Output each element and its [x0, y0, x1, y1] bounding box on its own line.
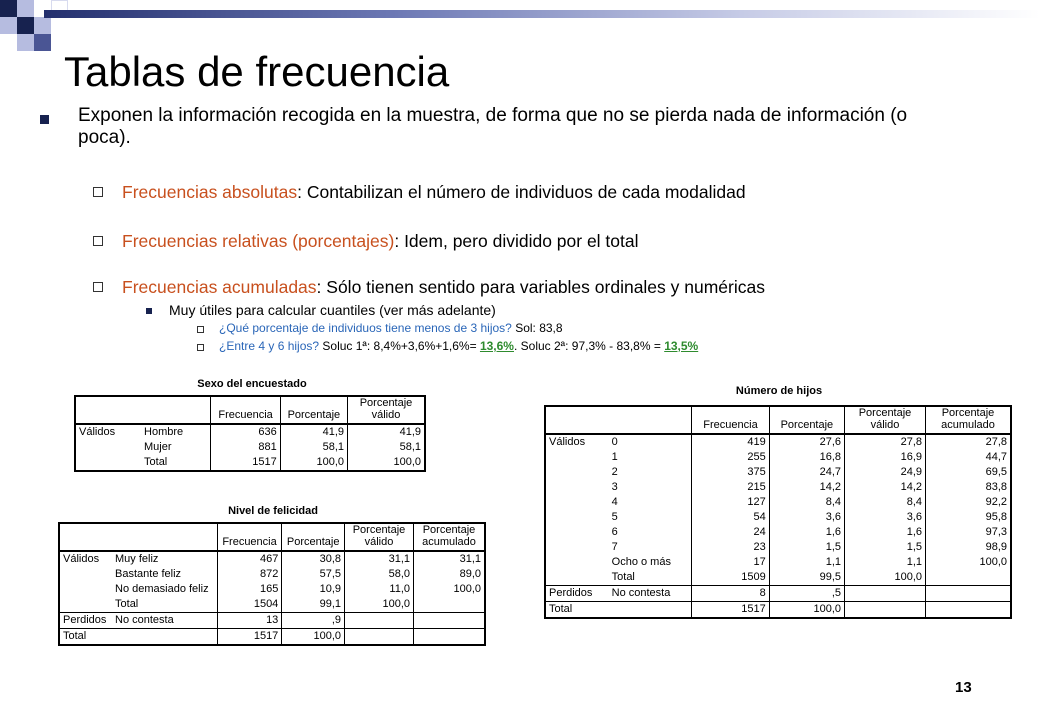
- cell-valido: [845, 602, 926, 619]
- cell-frecuencia: 419: [692, 434, 770, 450]
- term-relativas: Frecuencias relativas (porcentajes): [122, 231, 395, 251]
- cell-porcentaje: 3,6: [769, 510, 844, 525]
- cell-valido: 41,9: [348, 424, 426, 440]
- cell-frecuencia: 1504: [217, 597, 282, 613]
- cell-porcentaje: ,5: [769, 586, 844, 602]
- cell-porcentaje: 1,1: [769, 555, 844, 570]
- table-row: [545, 540, 1011, 555]
- cell-porcentaje: 14,2: [769, 480, 844, 495]
- cell-valido: 31,1: [345, 551, 414, 567]
- cell-acumulado: 89,0: [414, 567, 486, 582]
- table-felicidad-grid: [58, 522, 486, 646]
- row-label: No contesta: [609, 586, 692, 602]
- cell-porcentaje: 99,5: [769, 570, 844, 586]
- table-row: [59, 582, 485, 597]
- table-row: [545, 510, 1011, 525]
- cell-porcentaje: 41,9: [280, 424, 347, 440]
- row-group: Válidos: [59, 551, 112, 567]
- row-label: 4: [611, 496, 618, 508]
- row-label: No demasiado feliz: [115, 583, 209, 595]
- table-row: [545, 555, 1011, 570]
- table-row: [545, 570, 1011, 586]
- header-porcentaje-acumulado: Porcentaje acumulado: [926, 406, 1012, 434]
- table-sexo-title: Sexo del encuestado: [197, 378, 307, 390]
- deco-square: [17, 17, 34, 34]
- row-label: 5: [611, 511, 618, 523]
- row-label: 3: [611, 481, 618, 493]
- cell-valido: 100,0: [348, 455, 426, 471]
- cell-frecuencia: 23: [692, 540, 770, 555]
- cell-porcentaje: 24,7: [769, 465, 844, 480]
- header-porcentaje-acumulado: Porcentaje acumulado: [414, 523, 486, 551]
- cell-frecuencia: 467: [217, 551, 282, 567]
- question-2-result2: 13,5%: [664, 339, 699, 353]
- table-felicidad: [58, 505, 488, 646]
- header-porcentaje: Porcentaje: [769, 406, 844, 434]
- cell-acumulado: 31,1: [414, 551, 486, 567]
- cell-frecuencia: 215: [692, 480, 770, 495]
- cell-acumulado: [926, 570, 1012, 586]
- cell-porcentaje: 1,5: [769, 540, 844, 555]
- row-group: Perdidos: [545, 586, 609, 602]
- cell-porcentaje: 8,4: [769, 495, 844, 510]
- table-row: [545, 450, 1011, 465]
- bullet-absolutas: [122, 181, 746, 203]
- cell-valido: 58,0: [345, 567, 414, 582]
- row-label: Bastante feliz: [115, 568, 182, 580]
- cell-frecuencia: 872: [217, 567, 282, 582]
- term-absolutas: Frecuencias absolutas: [122, 182, 298, 202]
- cell-valido: 58,1: [348, 440, 426, 455]
- cell-valido: 100,0: [345, 597, 414, 613]
- header-porcentaje-valido: Porcentaje válido: [348, 396, 426, 424]
- term-acumuladas: Frecuencias acumuladas: [122, 277, 317, 297]
- table-felicidad-title: Nivel de felicidad: [228, 505, 318, 517]
- header-gradient-bar: [44, 10, 1040, 18]
- hollow-bullet-icon: [197, 326, 204, 333]
- question-2-result1: 13,6%: [479, 339, 514, 353]
- question-1-text: ¿Qué porcentaje de individuos tiene menos de 3 hijos?: [219, 321, 512, 335]
- table-row: [59, 597, 485, 613]
- cell-valido: 3,6: [845, 510, 926, 525]
- table-row: [75, 424, 425, 440]
- bullet-square-icon: [40, 115, 49, 124]
- cell-valido: 27,8: [845, 434, 926, 450]
- cell-acumulado: 95,8: [926, 510, 1012, 525]
- cell-valido: [845, 586, 926, 602]
- row-label: Ocho o más: [611, 556, 671, 568]
- cell-frecuencia: 24: [692, 525, 770, 540]
- table-sexo-grid: [74, 395, 426, 472]
- table-row: [545, 586, 1011, 602]
- cell-valido: [345, 629, 414, 646]
- row-group: Perdidos: [59, 613, 112, 629]
- cell-valido: 24,9: [845, 465, 926, 480]
- cell-valido: 100,0: [845, 570, 926, 586]
- table-row: [59, 567, 485, 582]
- header-porcentaje-valido: Porcentaje válido: [845, 406, 926, 434]
- hollow-bullet-icon: [93, 282, 103, 292]
- cell-porcentaje: 57,5: [282, 567, 345, 582]
- cell-acumulado: 69,5: [926, 465, 1012, 480]
- table-sexo: [74, 378, 430, 472]
- row-label: Total: [141, 455, 211, 471]
- row-group: Válidos: [75, 424, 141, 440]
- question-1-answer: Sol: 83,8: [511, 321, 563, 335]
- cell-frecuencia: 17: [692, 555, 770, 570]
- table-header-blank: [545, 406, 692, 434]
- table-hijos-title: Número de hijos: [735, 385, 823, 397]
- cell-acumulado: [414, 613, 486, 629]
- question-2: [219, 339, 698, 354]
- bullet-relativas: [122, 230, 639, 252]
- cell-porcentaje: 100,0: [280, 455, 347, 471]
- table-row: [545, 525, 1011, 540]
- desc-absolutas: : Contabilizan el número de individuos de cada modalidad: [297, 182, 746, 202]
- row-label: 0: [611, 436, 618, 448]
- header-porcentaje-valido: Porcentaje válido: [345, 523, 414, 551]
- cell-acumulado: 44,7: [926, 450, 1012, 465]
- table-hijos-grid: [544, 405, 1012, 619]
- row-group: Total: [545, 602, 692, 619]
- table-row: [545, 465, 1011, 480]
- row-label: 6: [611, 526, 618, 538]
- deco-square: [17, 34, 34, 51]
- table-header-blank: [75, 396, 211, 424]
- cell-porcentaje: ,9: [282, 613, 345, 629]
- cell-frecuencia: 1517: [211, 455, 280, 471]
- deco-square: [34, 17, 51, 34]
- cell-frecuencia: 1517: [217, 629, 282, 646]
- header-frecuencia: Frecuencia: [692, 406, 770, 434]
- row-label: Mujer: [144, 441, 172, 453]
- cell-porcentaje: 100,0: [769, 602, 844, 619]
- table-row: [59, 629, 485, 646]
- cell-acumulado: [926, 586, 1012, 602]
- cell-porcentaje: 16,8: [769, 450, 844, 465]
- deco-square: [34, 34, 51, 51]
- table-row: [545, 480, 1011, 495]
- row-label: No contesta: [112, 613, 217, 629]
- cell-valido: 1,5: [845, 540, 926, 555]
- cell-frecuencia: 165: [217, 582, 282, 597]
- cell-acumulado: [414, 629, 486, 646]
- cell-valido: 1,6: [845, 525, 926, 540]
- cell-porcentaje: 30,8: [282, 551, 345, 567]
- cell-frecuencia: 127: [692, 495, 770, 510]
- cell-porcentaje: 100,0: [282, 629, 345, 646]
- cell-valido: 8,4: [845, 495, 926, 510]
- cell-frecuencia: 8: [692, 586, 770, 602]
- cell-acumulado: 100,0: [414, 582, 486, 597]
- deco-square: [17, 0, 34, 17]
- hollow-bullet-icon: [93, 236, 103, 246]
- cell-valido: 14,2: [845, 480, 926, 495]
- table-header-blank: [59, 523, 217, 551]
- cell-acumulado: 92,2: [926, 495, 1012, 510]
- bullet-acumuladas: [122, 276, 765, 298]
- table-row: [75, 440, 425, 455]
- cell-porcentaje: 1,6: [769, 525, 844, 540]
- table-row: [59, 613, 485, 629]
- page-number: 13: [955, 679, 972, 696]
- row-label: 2: [611, 466, 618, 478]
- question-2-part1: Soluc 1ª: 8,4%+3,6%+1,6%=: [319, 339, 480, 353]
- cell-acumulado: 27,8: [926, 434, 1012, 450]
- row-group: Válidos: [545, 434, 609, 450]
- cell-acumulado: 97,3: [926, 525, 1012, 540]
- question-1: [219, 321, 563, 336]
- cell-porcentaje: 10,9: [282, 582, 345, 597]
- cell-frecuencia: 54: [692, 510, 770, 525]
- row-label: Total: [115, 598, 139, 610]
- cell-frecuencia: 255: [692, 450, 770, 465]
- cell-frecuencia: 375: [692, 465, 770, 480]
- table-hijos: [544, 385, 1014, 619]
- hollow-bullet-icon: [197, 344, 204, 351]
- desc-acumuladas: : Sólo tienen sentido para variables ordinales y numéricas: [316, 277, 765, 297]
- deco-square: [0, 0, 17, 17]
- bullet-square-icon: [146, 308, 152, 314]
- cell-acumulado: 100,0: [926, 555, 1012, 570]
- table-row: [545, 495, 1011, 510]
- row-label: Muy feliz: [115, 553, 159, 565]
- cell-frecuencia: 1509: [692, 570, 770, 586]
- cell-valido: 1,1: [845, 555, 926, 570]
- slide-title: Tablas de frecuencia: [64, 48, 450, 95]
- cell-acumulado: 83,8: [926, 480, 1012, 495]
- header-porcentaje: Porcentaje: [282, 523, 345, 551]
- row-group: Total: [59, 629, 217, 646]
- table-row: [545, 434, 1011, 450]
- sub-bullet-cuantiles: Muy útiles para calcular cuantiles (ver más adelante): [169, 302, 496, 318]
- header-frecuencia: Frecuencia: [211, 396, 280, 424]
- desc-relativas: : Idem, pero dividido por el total: [394, 231, 639, 251]
- cell-porcentaje: 99,1: [282, 597, 345, 613]
- cell-acumulado: [414, 597, 486, 613]
- header-frecuencia: Frecuencia: [217, 523, 282, 551]
- cell-porcentaje: 58,1: [280, 440, 347, 455]
- cell-frecuencia: 13: [217, 613, 282, 629]
- row-label: 7: [611, 541, 618, 553]
- table-row: [545, 602, 1011, 619]
- header-porcentaje: Porcentaje: [280, 396, 347, 424]
- cell-valido: 16,9: [845, 450, 926, 465]
- cell-valido: [345, 613, 414, 629]
- question-2-text: ¿Entre 4 y 6 hijos?: [219, 339, 320, 353]
- cell-porcentaje: 27,6: [769, 434, 844, 450]
- cell-valido: 11,0: [345, 582, 414, 597]
- cell-frecuencia: 636: [211, 424, 280, 440]
- cell-frecuencia: 881: [211, 440, 280, 455]
- main-bullet-text: Exponen la información recogida en la muestra, de forma que no se pierda nada de información (o poca).: [78, 105, 908, 148]
- table-row: [59, 551, 485, 567]
- row-label: Total: [611, 571, 635, 583]
- question-2-part2: . Soluc 2ª: 97,3% - 83,8% =: [513, 339, 665, 353]
- cell-acumulado: [926, 602, 1012, 619]
- row-label: Hombre: [144, 426, 184, 438]
- row-label: 1: [611, 451, 618, 463]
- deco-square: [0, 17, 17, 34]
- cell-acumulado: 98,9: [926, 540, 1012, 555]
- hollow-bullet-icon: [93, 187, 103, 197]
- cell-frecuencia: 1517: [692, 602, 770, 619]
- table-row: [75, 455, 425, 471]
